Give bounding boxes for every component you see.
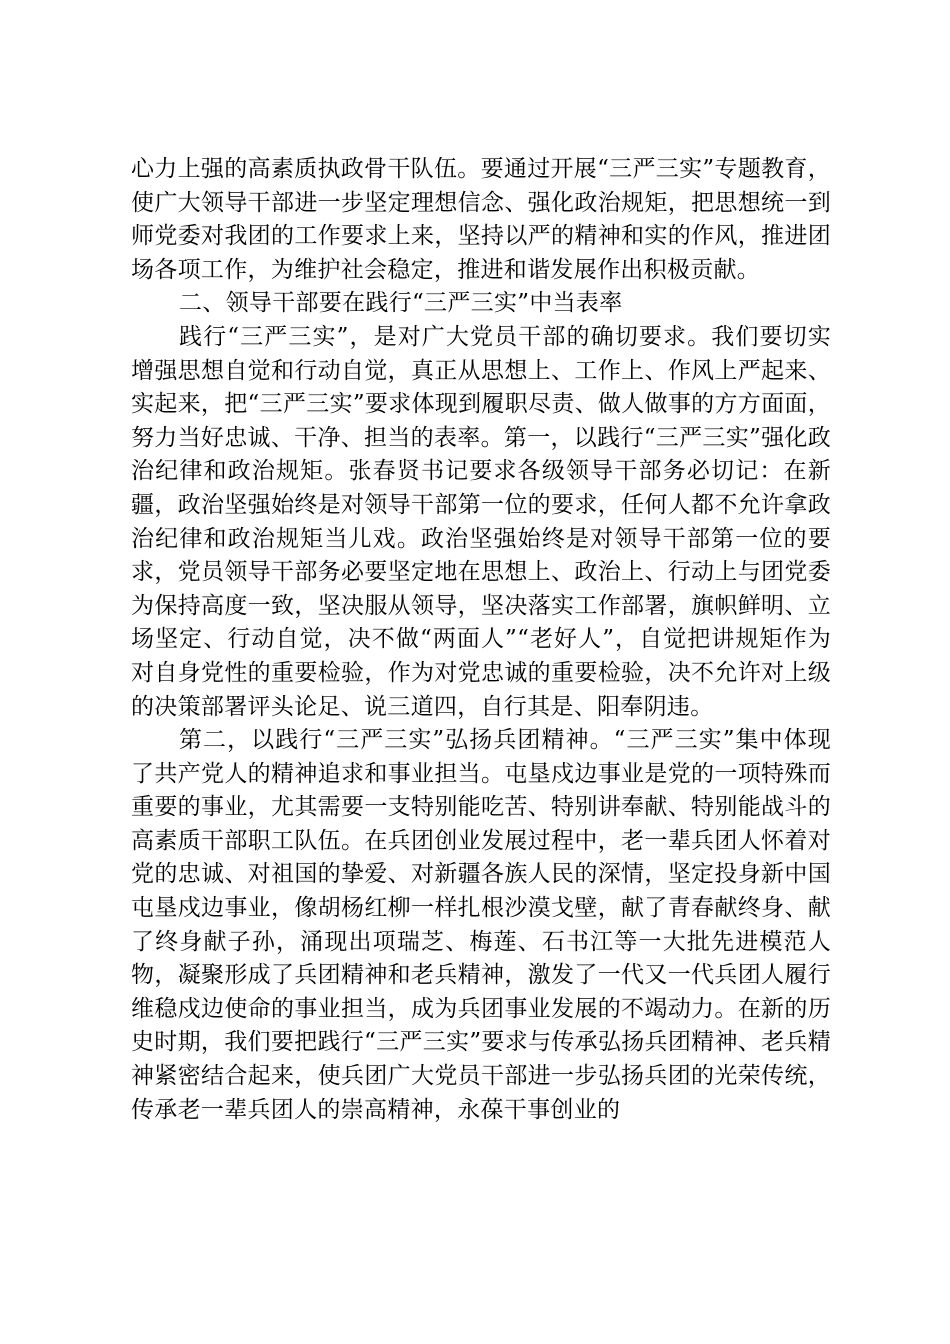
section-heading-2: 二、领导干部要在践行“三严三实”中当表率 — [179, 290, 623, 317]
paragraph-second-point: 第二，以践行“三严三实”弘扬兵团精神。“三严三实”集中体现了共产党人的精神追求和事业担当。屯垦戍边事业是党的一项特殊而重要的事业，尤其需要一支特别能吃苦、特别讲奉献、特别能战斗的高素质干部职工队伍。在兵团创业发展过程中，老一辈兵团人怀着对党的忠诚、对祖国的挚爱、对新疆各族人民的深情，坚定投身新中国屯垦戍边事业，像胡杨红柳一样扎根沙漠戈壁，献了青春献终身、献了终身献子孙，涌现出项瑞芝、梅莲、石书江等一大批先进模范人物，凝聚形成了兵团精神和老兵精神，激发了一代又一代兵团人履行维稳戍边使命的事业担当，成为兵团事业发展的不竭动力。在新的历史时期，我们要把践行“三严三实”要求与传承弘扬兵团精神、老兵精神紧密结合起来，使兵团广大党员干部进一步弘扬兵团的光荣传统，传承老一辈兵团人的崇高精神，永葆干事创业的 — [131, 727, 831, 1123]
paragraph-continuation: 心力上强的高素质执政骨干队伍。要通过开展“三严三实”专题教育，使广大领导干部进一步坚定理想信念、强化政治规矩，把思想统一到师党委对我团的工作要求上来，坚持以严的精神和实的作风，推进团场各项工作，为维护社会稳定，推进和谐发展作出积极贡献。 — [131, 156, 831, 283]
document-body — [131, 153, 831, 1127]
paragraph-first-point: 践行“三严三实”，是对广大党员干部的确切要求。我们要切实增强思想自觉和行动自觉，真正从思想上、工作上、作风上严起来、实起来，把“三严三实”要求体现到履职尽责、做人做事的方方面面，努力当好忠诚、干净、担当的表率。第一，以践行“三严三实”强化政治纪律和政治规矩。张春贤书记要求各级领导干部务必切记：在新疆，政治坚强始终是对领导干部第一位的要求，任何人都不允许拿政治纪律和政治规矩当儿戏。政治坚强始终是对领导干部第一位的要求，党员领导干部务必要坚定地在思想上、政治上、行动上与团党委为保持高度一致，坚决服从领导，坚决落实工作部署，旗帜鲜明、立场坚定、行动自觉，决不做“两面人”“老好人”，自觉把讲规矩作为对自身党性的重要检验，作为对党忠诚的重要检验，决不允许对上级的决策部署评头论足、说三道四，自行其是、阳奉阴违。 — [131, 323, 831, 720]
